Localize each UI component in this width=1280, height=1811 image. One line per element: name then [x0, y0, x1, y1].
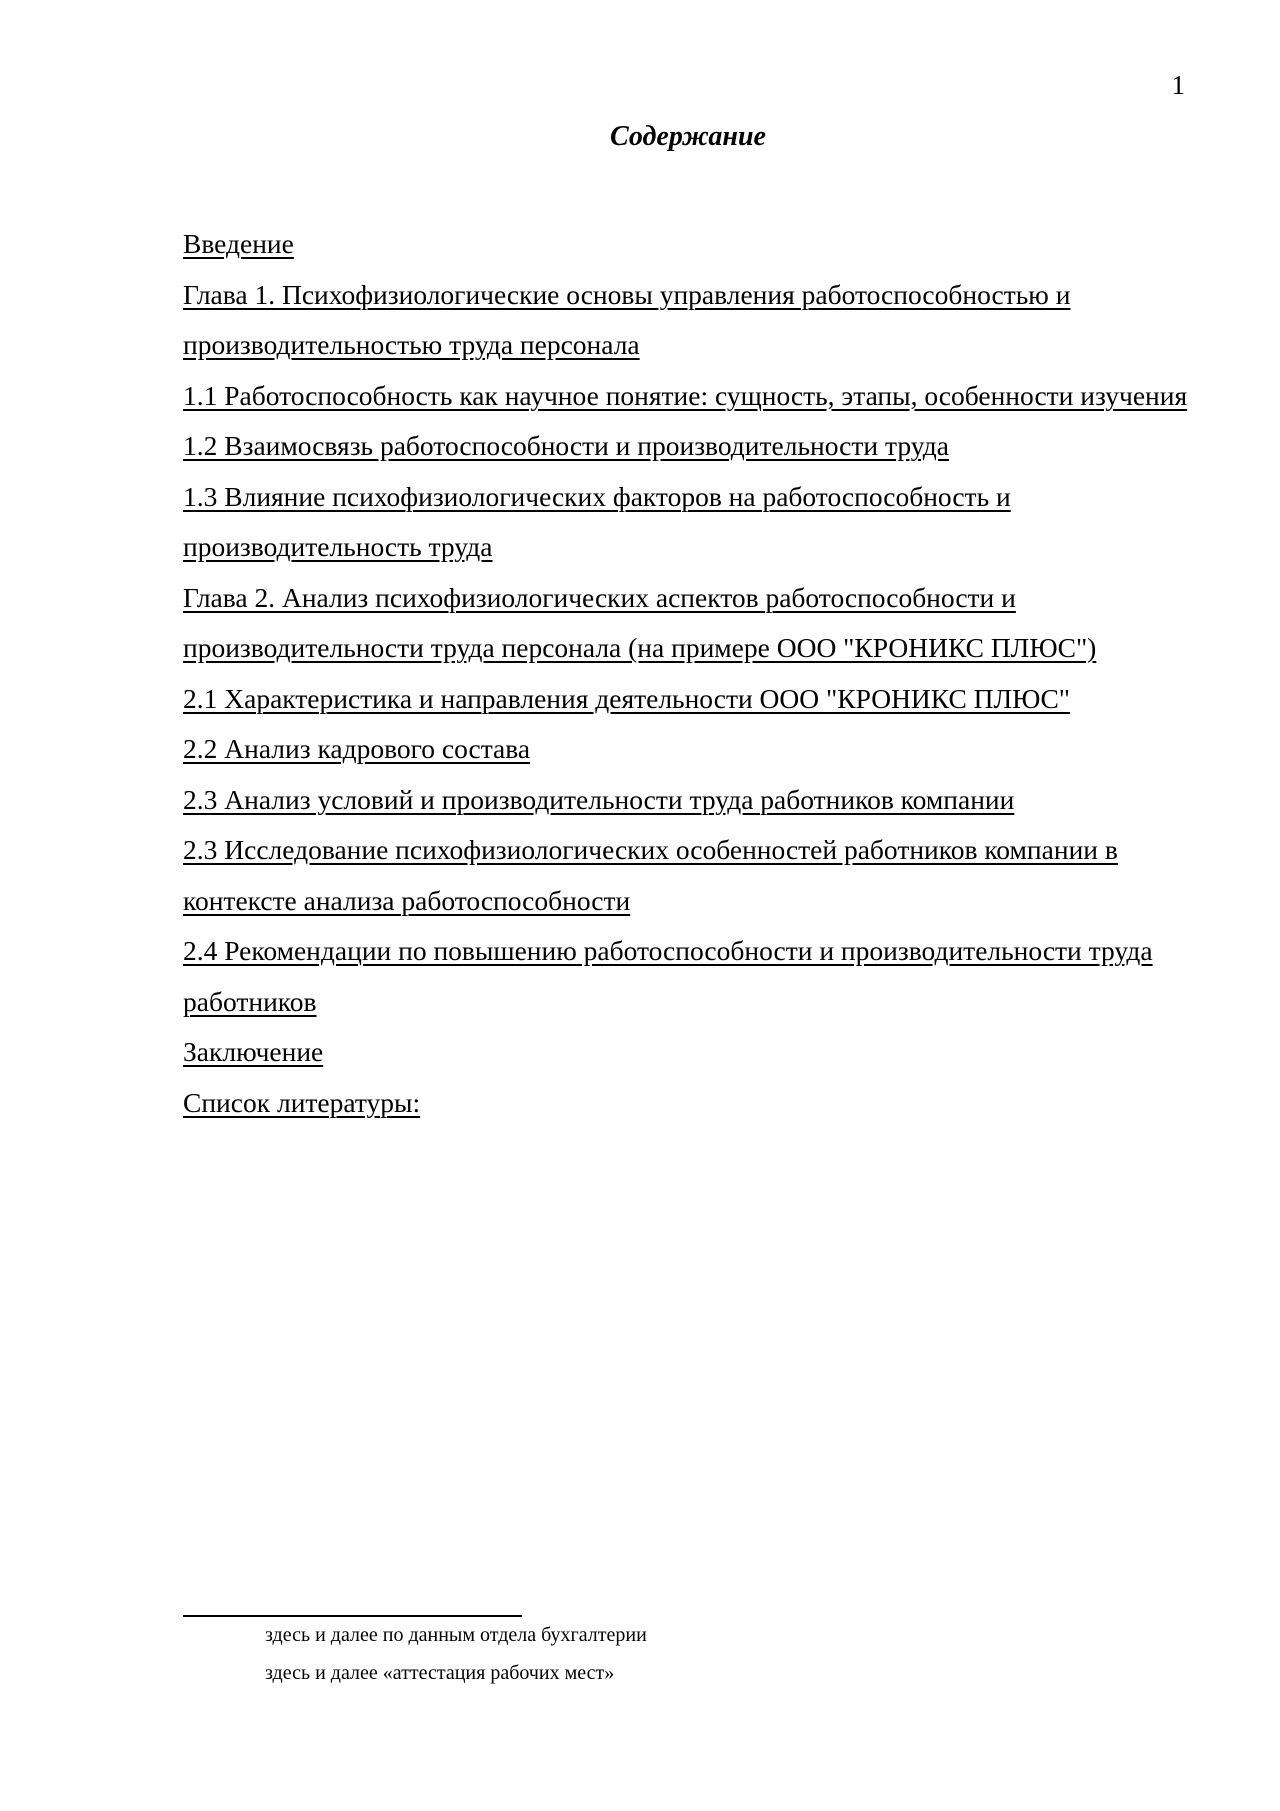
toc-link-section-2-1[interactable]: 2.1 Характеристика и направления деятельности ООО "КРОНИКС ПЛЮС" [183, 682, 1071, 714]
toc-link-chapter-2[interactable]: Глава 2. Анализ психофизиологических аспектов работоспособности и производительности труда персонала (на примере ООО "КРОНИКС ПЛЮС") [183, 581, 1097, 663]
toc-link-references[interactable]: Список литературы: [183, 1086, 421, 1118]
toc-link-section-2-3-conditions[interactable]: 2.3 Анализ условий и производительности труда работников компании [183, 783, 1015, 815]
toc-link-introduction[interactable]: Введение [183, 228, 294, 259]
footnote: здесь и далее «аттестация рабочих мест» [265, 1662, 615, 1684]
toc-link-section-1-3[interactable]: 1.3 Влияние психофизиологических факторов на работоспособность и производительность труда [183, 480, 1011, 562]
toc-link-chapter-1[interactable]: Глава 1. Психофизиологические основы управления работоспособностью и производительностью труда персонала [183, 278, 1071, 360]
toc-link-section-2-4[interactable]: 2.4 Рекомендации по повышению работоспособности и производительности труда работников [183, 935, 1153, 1017]
toc-link-section-2-2[interactable]: 2.2 Анализ кадрового состава [183, 733, 531, 764]
toc-link-conclusion[interactable]: Заключение [183, 1036, 324, 1067]
footnote: здесь и далее по данным отдела бухгалтерии [265, 1624, 647, 1646]
table-of-contents [183, 219, 1201, 1128]
toc-link-section-2-3-research[interactable]: 2.3 Исследование психофизиологических особенностей работников компании в контексте анализа работоспособности [183, 834, 1118, 916]
page-number: 1 [1171, 70, 1185, 100]
toc-link-section-1-1[interactable]: 1.1 Работоспособность как научное понятие: сущность, этапы, особенности изучения [183, 379, 1188, 411]
page-title: Содержание [610, 121, 766, 152]
toc-link-section-1-2[interactable]: 1.2 Взаимосвязь работоспособности и производительности труда [183, 430, 949, 461]
footnote-separator [183, 1615, 522, 1617]
